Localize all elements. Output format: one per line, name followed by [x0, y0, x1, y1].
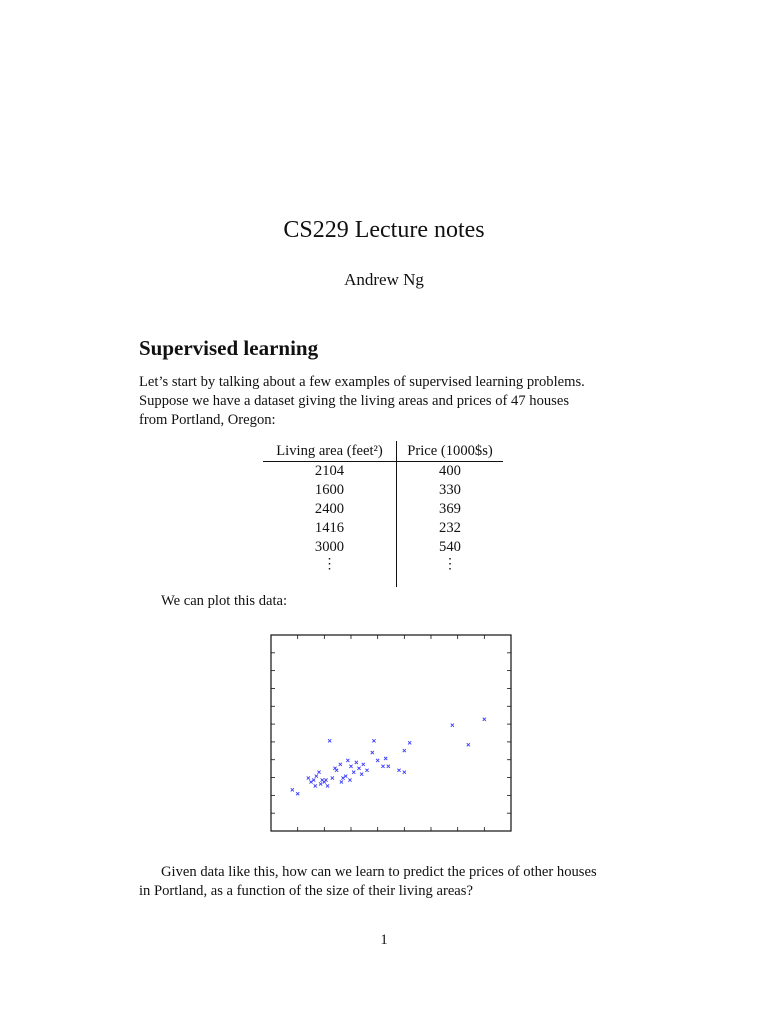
data-point [326, 784, 329, 787]
header-price: Price (1000$s) [407, 443, 493, 459]
cell-living-area: 2104 [263, 462, 397, 481]
vertical-ellipsis: ⋮ [443, 557, 457, 572]
data-point [348, 778, 351, 781]
data-point [384, 757, 387, 760]
data-points [291, 718, 486, 796]
document-title: CS229 Lecture notes [283, 217, 485, 243]
text-line: Let’s start by talking about a few examples of supervised learning problems. [139, 374, 585, 390]
plot-frame [271, 635, 511, 831]
data-point [312, 778, 315, 781]
text-line: Given data like this, how can we learn to predict the prices of other houses [161, 864, 597, 880]
data-point [291, 788, 294, 791]
data-point [483, 718, 486, 721]
data-point [408, 741, 411, 744]
data-point [372, 739, 375, 742]
data-point [309, 780, 312, 783]
table-row [263, 500, 503, 519]
data-point [324, 778, 327, 781]
data-point [331, 776, 334, 779]
data-point [365, 769, 368, 772]
axis-ticks [271, 635, 511, 831]
vertical-ellipsis: ⋮ [322, 557, 337, 572]
cell-price: 400 [439, 463, 461, 479]
data-point [344, 775, 347, 778]
author-name: Andrew Ng [344, 270, 424, 289]
cell-living-area: 1416 [263, 519, 397, 538]
table-row [263, 519, 503, 538]
cell-price: 232 [439, 520, 461, 536]
scatter-plot [270, 634, 512, 832]
data-point [341, 776, 344, 779]
data-point [335, 769, 338, 772]
intro-paragraph [139, 373, 629, 430]
text-line: in Portland, as a function of the size of their living areas? [139, 883, 473, 899]
data-point [339, 763, 342, 766]
page-number: 1 [380, 932, 388, 948]
question-paragraph [139, 863, 629, 901]
section-heading: Supervised learning [139, 336, 319, 360]
data-point [451, 724, 454, 727]
data-point [346, 759, 349, 762]
data-point [317, 771, 320, 774]
data-point [387, 765, 390, 768]
data-point [328, 739, 331, 742]
cell-living-area: 1600 [263, 481, 397, 500]
data-point [467, 743, 470, 746]
header-living-area: Living area (feet²) [263, 441, 397, 461]
data-point [307, 776, 310, 779]
plot-intro-paragraph [139, 592, 651, 611]
data-point [355, 761, 358, 764]
cell-living-area: 2400 [263, 500, 397, 519]
data-point [381, 765, 384, 768]
data-point [360, 773, 363, 776]
table-row [263, 481, 503, 500]
ellipsis-cell [263, 557, 397, 587]
data-point [403, 771, 406, 774]
data-point [319, 782, 322, 785]
data-point [296, 792, 299, 795]
text-line: from Portland, Oregon: [139, 412, 276, 428]
data-point [315, 775, 318, 778]
data-point [397, 769, 400, 772]
ellipsis-cell [397, 557, 503, 587]
table-row [263, 462, 503, 481]
table-row-ellipsis [263, 557, 503, 587]
table-row [263, 538, 503, 557]
data-point [357, 767, 360, 770]
cell-price: 369 [439, 501, 461, 517]
data-point [314, 784, 317, 787]
data-point [352, 771, 355, 774]
data-point [376, 759, 379, 762]
text-line: We can plot this data: [161, 593, 288, 609]
data-point [340, 780, 343, 783]
data-point [362, 763, 365, 766]
cell-price: 540 [439, 539, 461, 555]
cell-price: 330 [439, 482, 461, 498]
data-point [349, 765, 352, 768]
text-line: Suppose we have a dataset giving the living areas and prices of 47 houses [139, 393, 569, 409]
table-header [263, 441, 503, 461]
housing-data-table [263, 441, 503, 587]
data-point [403, 749, 406, 752]
data-point [371, 751, 374, 754]
cell-living-area: 3000 [263, 538, 397, 557]
